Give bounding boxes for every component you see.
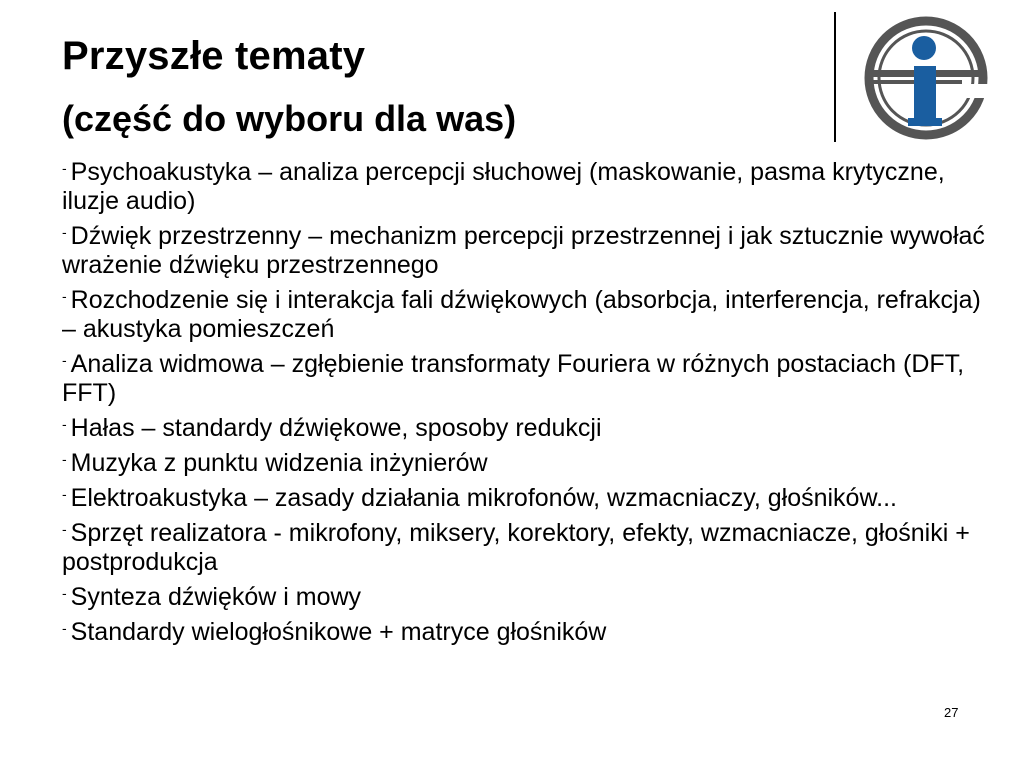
list-item bbox=[62, 583, 992, 612]
slide-title: Przyszłe tematy bbox=[62, 34, 366, 78]
topic-text: Sprzęt realizatora - mikrofony, miksery, korektory, efekty, wzmacniacze, głośniki + postprodukcja bbox=[62, 519, 970, 576]
page-number: 27 bbox=[944, 705, 959, 720]
topic-text: Rozchodzenie się i interakcja fali dźwiękowych (absorbcja, interferencja, refrakcja) – akustyka pomieszczeń bbox=[62, 286, 981, 343]
list-item bbox=[62, 158, 992, 216]
topic-text: Analiza widmowa – zgłębienie transformaty Fouriera w różnych postaciach (DFT, FFT) bbox=[62, 350, 965, 407]
topic-text: Dźwięk przestrzenny – mechanizm percepcji przestrzennej i jak sztucznie wywołać wrażenie dźwięku przestrzennego bbox=[62, 222, 985, 279]
list-item bbox=[62, 449, 992, 478]
bullet-dash: - bbox=[62, 288, 67, 304]
bullet-dash: - bbox=[62, 160, 67, 176]
topic-list bbox=[62, 158, 992, 653]
topic-text: Psychoakustyka – analiza percepcji słuchowej (maskowanie, pasma krytyczne, iluzje audio) bbox=[62, 158, 945, 215]
list-item bbox=[62, 350, 992, 408]
bullet-dash: - bbox=[62, 521, 67, 537]
bullet-dash: - bbox=[62, 224, 67, 240]
topic-text: Muzyka z punktu widzenia inżynierów bbox=[70, 449, 488, 477]
topic-text: Elektroakustyka – zasady działania mikrofonów, wzmacniaczy, głośników... bbox=[70, 484, 897, 512]
list-item bbox=[62, 618, 992, 647]
bullet-dash: - bbox=[62, 620, 67, 636]
bullet-dash: - bbox=[62, 416, 67, 432]
bullet-dash: - bbox=[62, 585, 67, 601]
bullet-dash: - bbox=[62, 451, 67, 467]
topic-text: Synteza dźwięków i mowy bbox=[70, 583, 362, 611]
topic-text: Hałas – standardy dźwiękowe, sposoby redukcji bbox=[70, 414, 602, 442]
bullet-dash: - bbox=[62, 352, 67, 368]
list-item bbox=[62, 484, 992, 513]
bullet-dash: - bbox=[62, 486, 67, 502]
list-item bbox=[62, 286, 992, 344]
e-logo-icon bbox=[862, 14, 990, 142]
list-item bbox=[62, 414, 992, 443]
list-item bbox=[62, 222, 992, 280]
slide-subtitle: (część do wyboru dla was) bbox=[62, 98, 517, 139]
list-item bbox=[62, 519, 992, 577]
topic-text: Standardy wielogłośnikowe + matryce głośników bbox=[70, 618, 607, 646]
header-divider bbox=[834, 12, 836, 142]
